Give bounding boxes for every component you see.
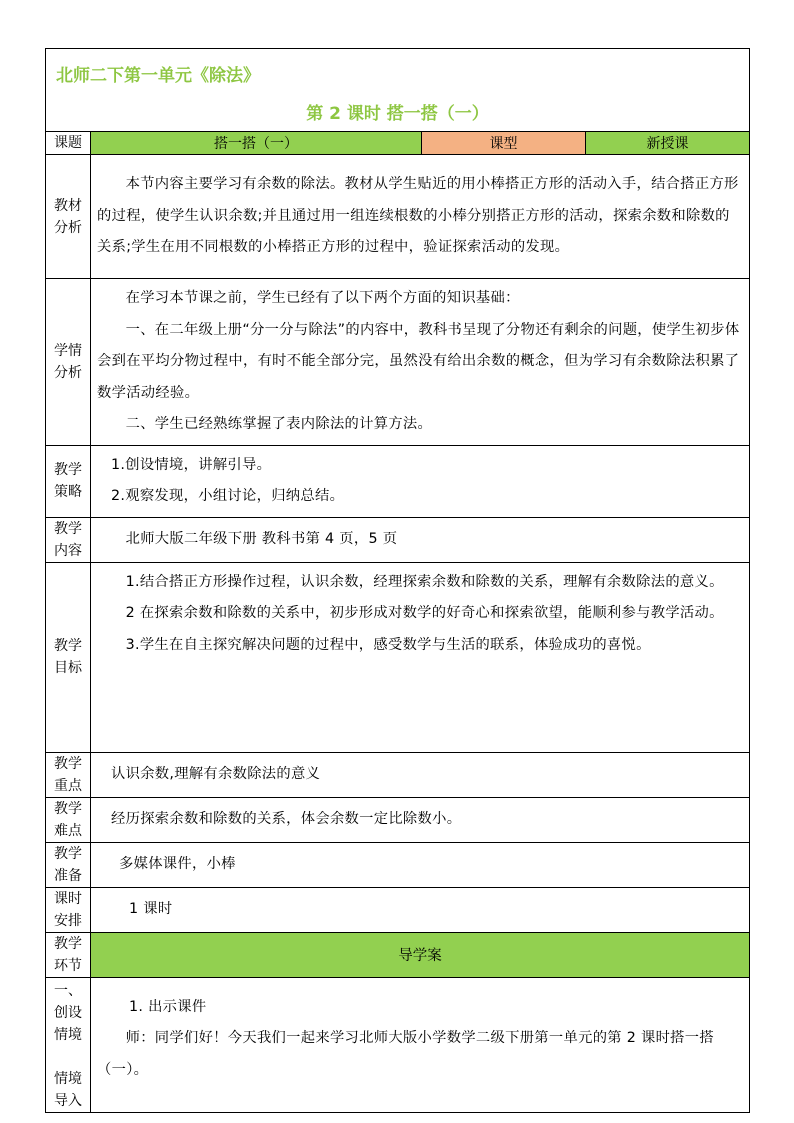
goals-label: 教学 目标 <box>46 562 91 752</box>
content-text: 北师大版二年级下册 教科书第 4 页，5 页 <box>125 530 398 547</box>
goals-body <box>91 562 750 752</box>
intro-row <box>46 977 750 1112</box>
strategy-item: 2.观察发现，小组讨论，归纳总结。 <box>111 488 345 504</box>
prep-row <box>46 842 750 887</box>
goal-item: 3.学生在自主探究解决问题的过程中，感受数学与生活的联系，体验成功的喜悦。 <box>125 636 651 653</box>
schedule-row <box>46 887 750 932</box>
student-body <box>91 279 750 446</box>
strategy-label: 教学 策略 <box>46 445 91 517</box>
lesson-plan-page <box>45 48 749 1113</box>
course-row <box>46 132 750 155</box>
prep-text: 多媒体课件，小棒 <box>119 855 236 872</box>
content-body <box>91 517 750 562</box>
key-text: 认识余数,理解有余数除法的意义 <box>111 765 321 782</box>
course-type-label: 课型 <box>422 132 586 155</box>
course-type-value: 新授课 <box>586 132 750 155</box>
key-label: 教学 重点 <box>46 752 91 797</box>
key-body <box>91 752 750 797</box>
stage-label: 教学 环节 <box>46 932 91 977</box>
header-cell <box>46 49 750 132</box>
material-body <box>91 155 750 279</box>
strategy-body <box>91 445 750 517</box>
goals-row <box>46 562 750 752</box>
difficulty-body <box>91 797 750 842</box>
student-paragraph: 一、在二年级上册“分一分与除法”的内容中，教科书呈现了分物还有剩余的问题，使学生初步体会到在平均分物过程中，有时不能全部分完，虽然没有给出余数的概念，但为学习有余数除法积累了数学活动经验。 <box>97 321 740 401</box>
schedule-label: 课时 安排 <box>46 887 91 932</box>
material-row <box>46 155 750 279</box>
prep-body <box>91 842 750 887</box>
student-row <box>46 279 750 446</box>
schedule-body <box>91 887 750 932</box>
course-label: 课题 <box>46 132 91 155</box>
goal-item: 1.结合搭正方形操作过程，认识余数，经理探索余数和除数的关系，理解有余数除法的意义。 <box>125 573 724 590</box>
schedule-text: 1 课时 <box>129 900 173 917</box>
content-row <box>46 517 750 562</box>
student-label: 学情 分析 <box>46 279 91 446</box>
intro-label: 一、 创设 情境 情境 导入 <box>46 977 91 1112</box>
difficulty-row <box>46 797 750 842</box>
key-row <box>46 752 750 797</box>
intro-body <box>91 977 750 1112</box>
document-title: 北师二下第一单元《除法》 <box>56 66 260 86</box>
stage-row <box>46 932 750 977</box>
lesson-plan-table <box>45 48 750 1113</box>
difficulty-label: 教学 难点 <box>46 797 91 842</box>
strategy-row <box>46 445 750 517</box>
strategy-item: 1.创设情境，讲解引导。 <box>111 456 272 473</box>
content-label: 教学 内容 <box>46 517 91 562</box>
course-topic: 搭一搭（一） <box>91 132 422 155</box>
header-row <box>46 49 750 132</box>
lesson-subtitle: 第 2 课时 搭一搭（一） <box>306 104 489 124</box>
material-label: 教材 分析 <box>46 155 91 279</box>
intro-dialogue: 师：同学们好！今天我们一起来学习北师大版小学数学二级下册第一单元的第 2 课时搭一搭（一）。 <box>97 1030 714 1078</box>
prep-label: 教学 准备 <box>46 842 91 887</box>
stage-title: 导学案 <box>91 932 750 977</box>
intro-step: 1. 出示课件 <box>129 998 207 1015</box>
student-paragraph: 二、学生已经熟练掌握了表内除法的计算方法。 <box>125 416 433 432</box>
material-paragraph: 本节内容主要学习有余数的除法。教材从学生贴近的用小棒搭正方形的活动入手，结合搭正方形的过程，使学生认识余数;并且通过用一组连续根数的小棒分别搭正方形的活动，探索余数和除数的关系;学生在用不同根数的小棒搭正方形的过程中，验证探索活动的发现。 <box>97 176 739 256</box>
student-paragraph: 在学习本节课之前，学生已经有了以下两个方面的知识基础： <box>125 290 520 306</box>
difficulty-text: 经历探索余数和除数的关系，体会余数一定比除数小。 <box>111 810 462 827</box>
goal-item: 2 在探索余数和除数的关系中，初步形成对数学的好奇心和探索欲望，能顺利参与教学活动。 <box>125 605 724 621</box>
